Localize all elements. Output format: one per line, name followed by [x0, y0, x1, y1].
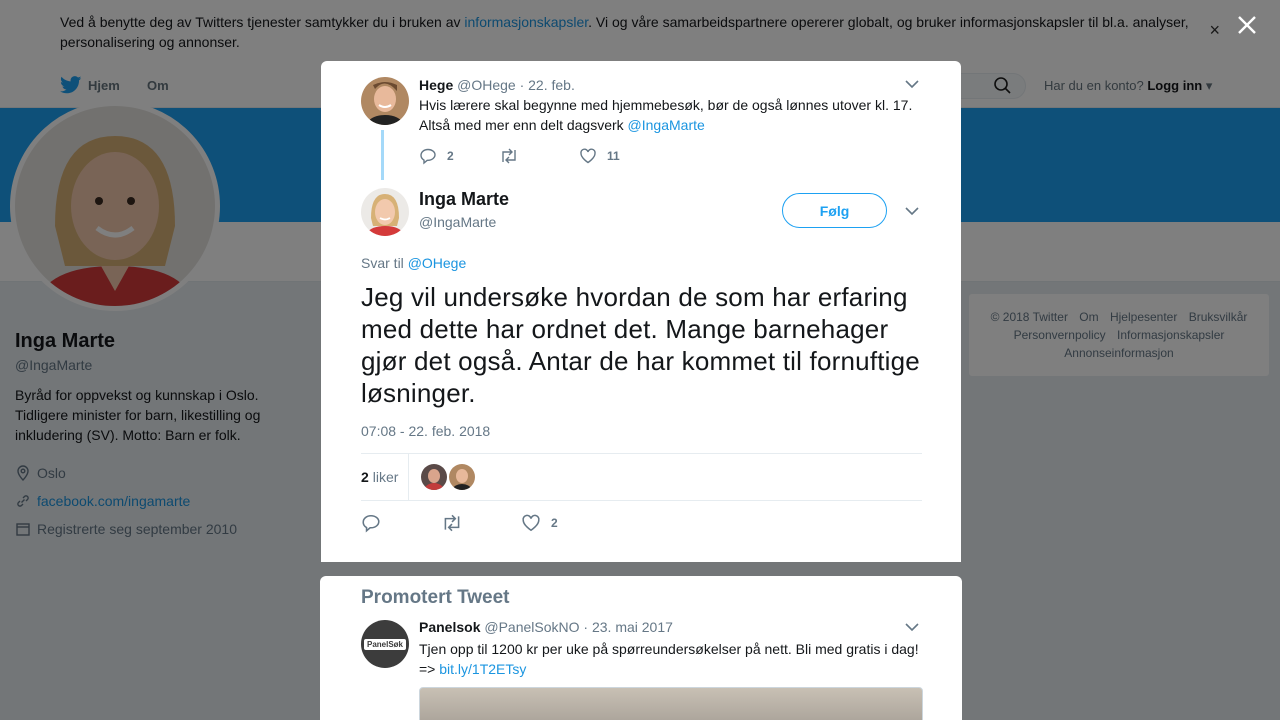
- reply-to-line: [361, 255, 466, 271]
- reply-icon: [419, 147, 437, 165]
- main-tweet-text: Jeg vil undersøke hvordan de som har erfaring med dette har ordnet det. Mange barnehager gjør det også. Antar de har kommet til fornuftige løsninger.: [361, 282, 920, 408]
- main-tweet-avatar[interactable]: [361, 188, 409, 236]
- promoted-name[interactable]: Panelsok: [419, 619, 481, 635]
- promoted-link[interactable]: bit.ly/1T2ETsy: [439, 661, 527, 677]
- parent-tweet-header: [419, 77, 921, 93]
- retweet-icon: [499, 147, 519, 165]
- parent-tweet[interactable]: [361, 77, 921, 165]
- parent-tweet-mention[interactable]: @IngaMarte: [627, 117, 705, 133]
- parent-tweet-avatar[interactable]: [361, 77, 409, 125]
- promoted-avatar[interactable]: [361, 620, 409, 668]
- retweet-button[interactable]: [499, 147, 579, 165]
- heart-icon: [521, 513, 541, 533]
- reply-count: 2: [447, 149, 454, 163]
- retweet-button[interactable]: [441, 513, 521, 533]
- reply-prefix: Svar til: [361, 255, 408, 271]
- reply-button[interactable]: [361, 513, 441, 533]
- retweet-icon: [441, 513, 463, 533]
- main-tweet-menu-chevron-icon[interactable]: [905, 206, 919, 216]
- heart-icon: [579, 147, 597, 165]
- promoted-handle[interactable]: @PanelSokNO: [484, 619, 580, 635]
- like-button[interactable]: [521, 513, 558, 533]
- parent-tweet-actions: [419, 147, 921, 165]
- likes-count-label: liker: [372, 469, 399, 485]
- parent-tweet-handle[interactable]: @OHege: [457, 77, 516, 93]
- parent-tweet-body: [419, 77, 921, 165]
- promoted-title: Promotert Tweet: [361, 587, 510, 608]
- parent-tweet-date[interactable]: · 22. feb.: [519, 77, 575, 93]
- reply-button[interactable]: [419, 147, 499, 165]
- promoted-tweet[interactable]: [320, 576, 962, 720]
- promoted-text: [419, 639, 929, 679]
- main-tweet-timestamp[interactable]: 07:08 - 22. feb. 2018: [361, 423, 491, 439]
- promoted-date[interactable]: · 23. mai 2017: [583, 619, 673, 635]
- promoted-avatar-logo: PanelSøk: [364, 639, 406, 650]
- like-button[interactable]: [579, 147, 620, 165]
- parent-tweet-text-body: Hvis lærere skal begynne med hjemmebesøk, bør de også lønnes utover kl. 17. Altså med mer enn delt dagsverk: [419, 97, 913, 133]
- like-count: 11: [607, 149, 620, 163]
- reply-to-mention[interactable]: @OHege: [407, 255, 467, 271]
- liker-avatar[interactable]: [421, 464, 447, 490]
- main-tweet-actions: [361, 513, 558, 533]
- promoted-header: [419, 619, 673, 635]
- main-tweet-name[interactable]: Inga Marte: [419, 189, 510, 209]
- liker-avatar[interactable]: [449, 464, 475, 490]
- like-count: 2: [551, 516, 558, 530]
- parent-tweet-menu-chevron-icon[interactable]: [905, 79, 919, 89]
- tweet-modal: [321, 61, 961, 562]
- parent-tweet-text: [419, 95, 921, 135]
- promoted-image[interactable]: [419, 687, 923, 720]
- reply-icon: [361, 513, 381, 533]
- likes-count[interactable]: [361, 454, 409, 500]
- close-icon[interactable]: [1236, 14, 1258, 36]
- likes-count-value: 2: [361, 469, 369, 485]
- parent-tweet-name[interactable]: Hege: [419, 77, 454, 93]
- promoted-menu-chevron-icon[interactable]: [905, 622, 919, 632]
- follow-button[interactable]: Følg: [782, 193, 887, 228]
- main-tweet-handle[interactable]: @IngaMarte: [419, 214, 497, 230]
- promoted-text-body: Tjen opp til 1200 kr per uke på spørreundersøkelser på nett. Bli med gratis i dag! =>: [419, 641, 919, 677]
- tweet-stats: [361, 453, 922, 501]
- thread-connector: [381, 130, 384, 180]
